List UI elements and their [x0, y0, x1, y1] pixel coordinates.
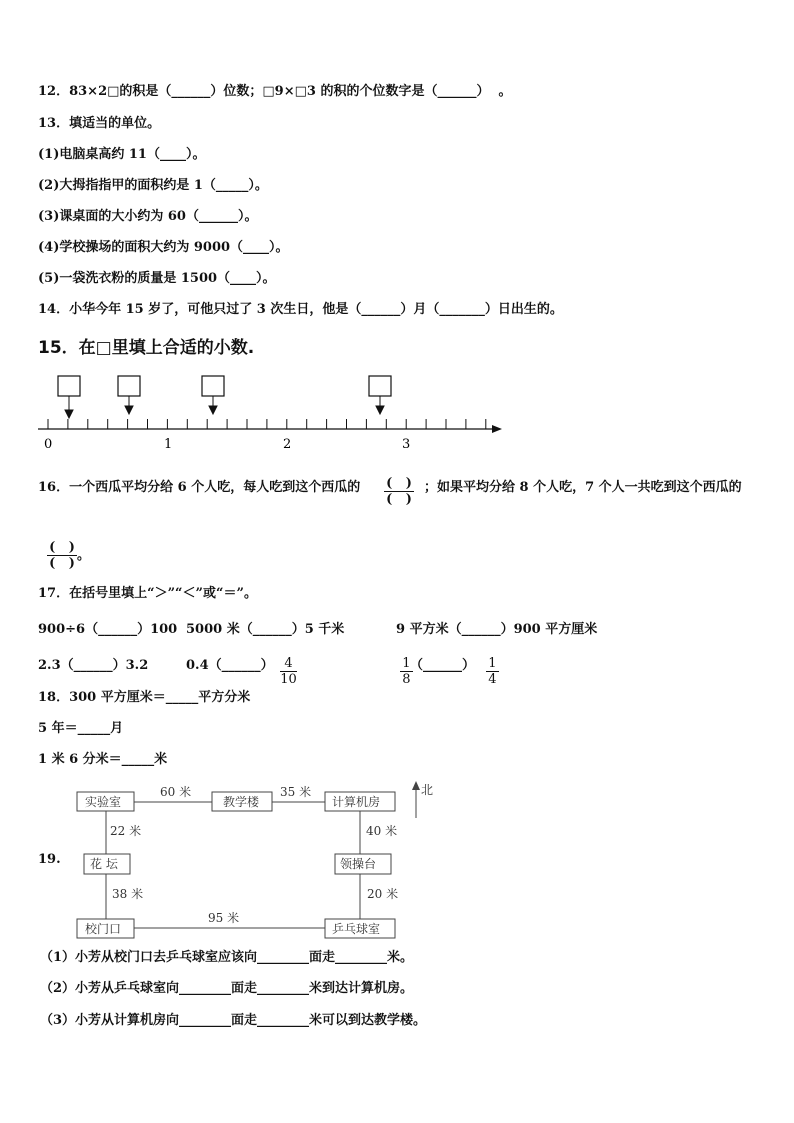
svg-text:35 米: 35 米: [280, 785, 312, 799]
question-17-2: 5000 米（______）5 千米: [186, 622, 345, 637]
question-19-2: （2）小芳从乒乓球室向________面走________米到达计算机房。: [40, 981, 414, 996]
question-17-1: 900÷6（______）100: [38, 622, 178, 637]
answer-box-1: [58, 376, 80, 396]
question-19-1: （1）小芳从校门口去乒乓球室应该向________面走________米。: [40, 950, 414, 965]
svg-text:实验室: 实验室: [85, 795, 122, 809]
campus-map: [70, 778, 450, 943]
question-17-6-fraction-a: $\frac{1}{8}$: [402, 656, 411, 687]
question-13-item-5: (5)一袋洗衣粉的质量是 1500（____）。: [38, 271, 276, 286]
question-13-item-2: (2)大拇指指甲的面积约是 1（_____）。: [38, 178, 268, 193]
axis-label-3: 3: [402, 437, 411, 452]
question-17-6: （______）: [410, 658, 476, 673]
axis-label-0: 0: [44, 437, 53, 452]
question-17-3: 9 平方米（______）900 平方厘米: [396, 622, 598, 637]
question-18-1: 18．300 平方厘米＝_____平方分米: [38, 690, 251, 705]
svg-text:教学楼: 教学楼: [223, 795, 260, 809]
question-18-3: 1 米 6 分米＝_____米: [38, 752, 168, 767]
svg-text:北: 北: [421, 783, 434, 797]
question-13-item-4: (4)学校操场的面积大约为 9000（____）。: [38, 240, 289, 255]
question-15-title: 15．在□里填上合适的小数.: [38, 338, 255, 358]
question-19-label: 19.: [38, 852, 61, 867]
svg-text:花 坛: 花 坛: [90, 857, 118, 871]
question-16-fraction-1: $\frac{( )}{( )}$: [386, 476, 412, 507]
number-line: [30, 370, 510, 455]
question-17-5-fraction: $\frac{4}{10}$: [280, 656, 297, 687]
svg-text:38 米: 38 米: [112, 887, 144, 901]
answer-box-4: [369, 376, 391, 396]
question-16-part1: 16．一个西瓜平均分给 6 个人吃，每人吃到这个西瓜的: [38, 480, 361, 495]
question-12: 12．83×2□的积是（______）位数；□9×□3 的积的个位数字是（______） 。: [38, 84, 512, 99]
question-13-item-3: (3)课桌面的大小约为 60（______）。: [38, 209, 258, 224]
question-18-2: 5 年＝_____月: [38, 721, 124, 736]
svg-text:20 米: 20 米: [367, 887, 399, 901]
question-17-4: 2.3（______）3.2: [38, 658, 149, 673]
svg-text:40 米: 40 米: [366, 824, 398, 838]
svg-text:计算机房: 计算机房: [332, 795, 381, 809]
question-16-fraction-2: $\frac{( )}{( )}$ 。: [49, 540, 90, 571]
axis-label-1: 1: [164, 437, 173, 452]
question-17-6-fraction-b: $\frac{1}{4}$: [488, 656, 497, 687]
svg-text:60 米: 60 米: [160, 785, 192, 799]
answer-box-2: [118, 376, 140, 396]
question-13-title: 13．填适当的单位。: [38, 116, 161, 131]
svg-text:22 米: 22 米: [110, 824, 142, 838]
svg-text:乒乓球室: 乒乓球室: [332, 922, 381, 936]
svg-text:95 米: 95 米: [208, 911, 240, 925]
axis-label-2: 2: [283, 437, 292, 452]
answer-box-3: [202, 376, 224, 396]
svg-text:领操台: 领操台: [340, 857, 377, 871]
question-16-part2: ；如果平均分给 8 个人吃，7 个人一共吃到这个西瓜的: [424, 480, 742, 495]
question-17-title: 17．在括号里填上“＞”“＜”或“＝”。: [38, 586, 257, 601]
question-13-item-1: (1)电脑桌高约 11（____）。: [38, 147, 206, 162]
question-17-5: 0.4（______）: [186, 658, 274, 673]
question-14: 14．小华今年 15 岁了，可他只过了 3 次生日，他是（______）月（_______）日出生的。: [38, 302, 563, 317]
question-19-3: （3）小芳从计算机房向________面走________米可以到达教学楼。: [40, 1013, 427, 1028]
svg-text:校门口: 校门口: [85, 922, 122, 936]
